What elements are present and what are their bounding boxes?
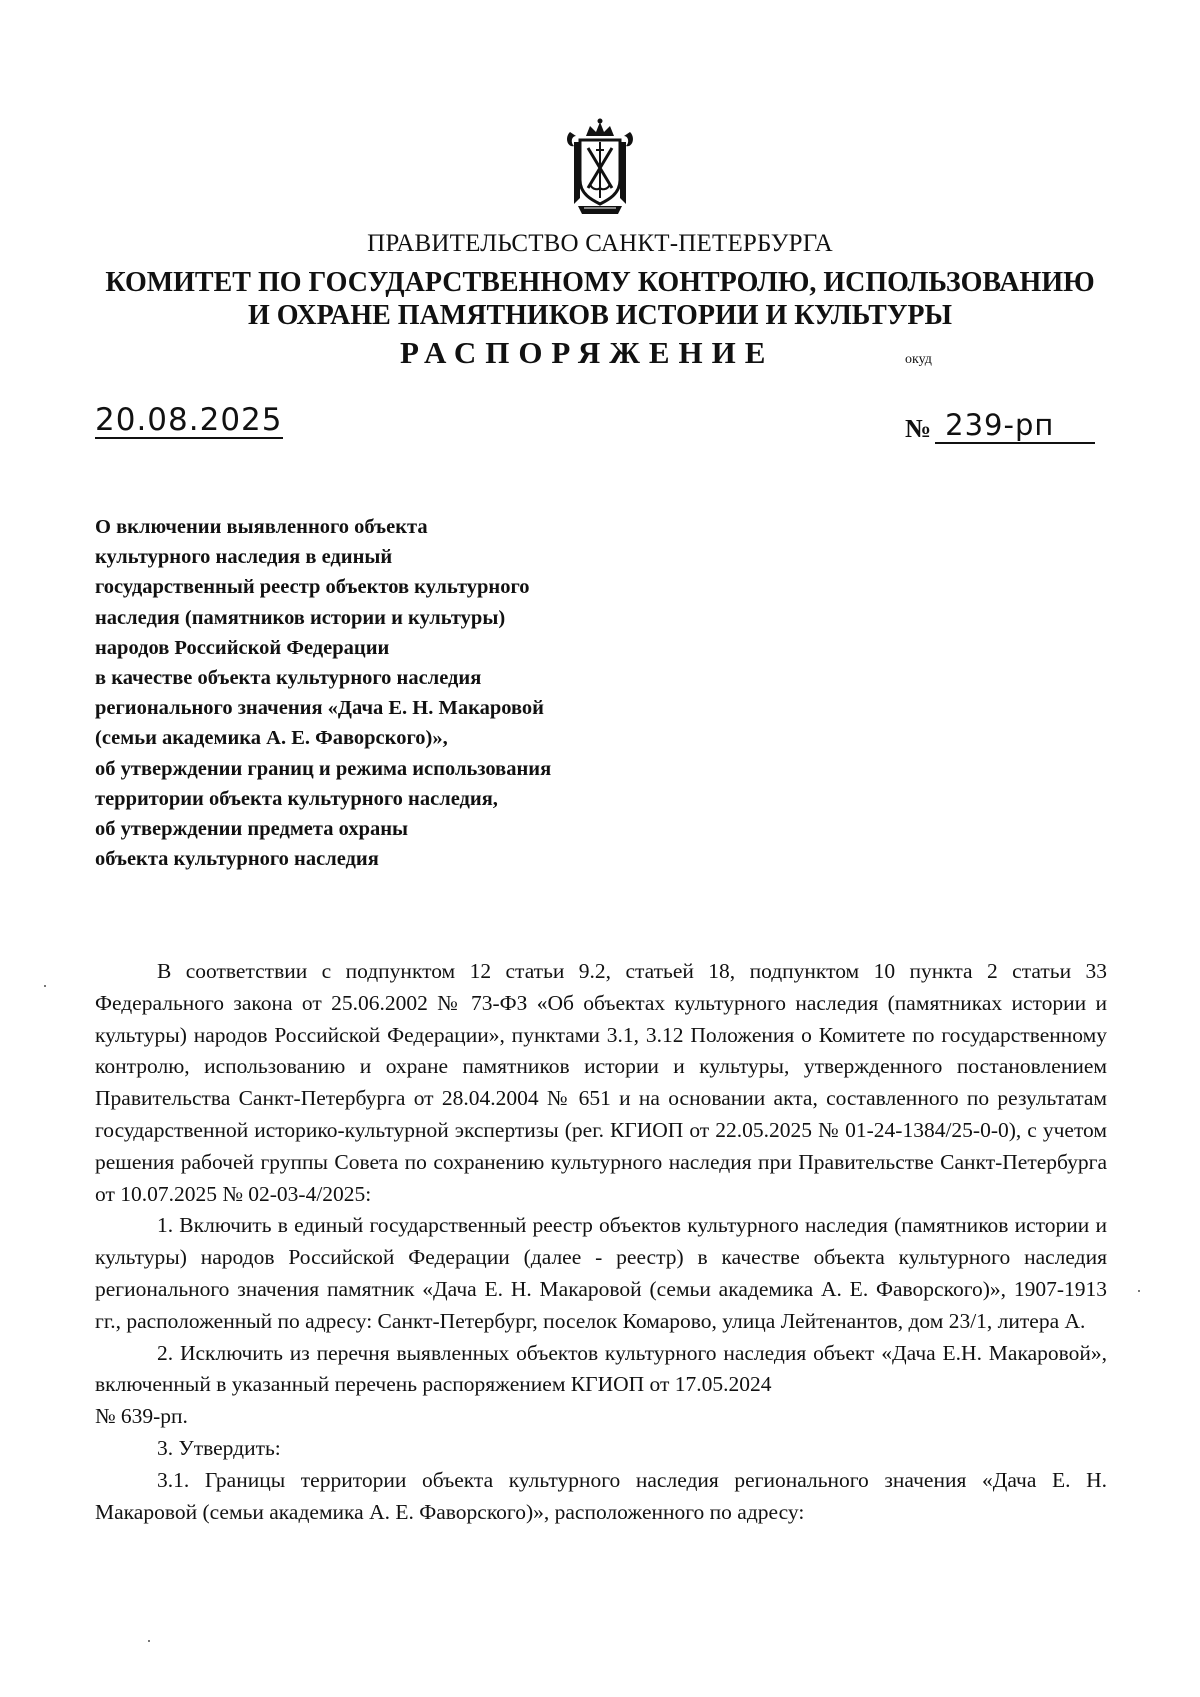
subject-line: регионального значения «Дача Е. Н. Макаровой (95, 697, 544, 720)
subject-line: об утверждении предмета охраны (95, 818, 409, 841)
committee-title-line-2: И ОХРАНЕ ПАМЯТНИКОВ ИСТОРИИ И КУЛЬТУРЫ (248, 300, 952, 331)
item-1-paragraph: 1. Включить в единый государственный реестр объектов культурного наследия (памятников истории и культуры) народов Российской Федерации (далее - реестр) в качестве объекта культурного наследия регионального значения памятник «Дача Е. Н. Макаровой (семьи академика А. Е. Фаворского)», 1907-1913 гг., расположенный по адресу: Санкт-Петербург, поселок Комарово, улица Лейтенантов, дом 23/1, литера А. (95, 1213, 1107, 1333)
scan-speck (1138, 1290, 1140, 1292)
document-body (95, 956, 1107, 1528)
subject-line: территории объекта культурного наследия, (95, 787, 498, 810)
item-3-1-paragraph: 3.1. Границы территории объекта культурного наследия регионального значения «Дача Е. Н. Макаровой (семьи академика А. Е. Фаворского)», расположенного по адресу: (95, 1467, 1107, 1524)
preamble-paragraph: В соответствии с подпунктом 12 статьи 9.2, статьей 18, подпунктом 10 пункта 2 статьи 33 Федерального закона от 25.06.2002 № 73-ФЗ «Об объектах культурного наследия (памятниках истории и культуры) народов Российской Федерации», пунктами 3.1, 3.12 Положения о Комитете по государственному контролю, использованию и охране памятников истории и культуры, утвержденного постановлением Правительства Санкт-Петербурга от 28.04.2004 № 651 и на основании акта, составленного по результатам государственной историко-культурной экспертизы (рег. КГИОП от 22.05.2025 № 01-24-1384/25-0-0), с учетом решения рабочей группы Совета по сохранению культурного наследия при Правительстве Санкт-Петербурга от 10.07.2025 № 02-03-4/2025: (95, 959, 1107, 1206)
committee-title-line-1: КОМИТЕТ ПО ГОСУДАРСТВЕННОМУ КОНТРОЛЮ, ИСПОЛЬЗОВАНИЮ (105, 267, 1095, 298)
subject-line: (семьи академика А. Е. Фаворского)», (95, 727, 448, 750)
subject-line: объекта культурного наследия (95, 848, 379, 871)
subject-line: наследия (памятников истории и культуры) (95, 606, 506, 629)
item-2-tail: № 639-рп. (95, 1404, 188, 1429)
okud-label: окуд (905, 352, 932, 367)
document-subject (95, 512, 551, 874)
item-3-paragraph: 3. Утвердить: (157, 1435, 281, 1460)
number-sign: № (905, 413, 932, 443)
document-number (905, 410, 1095, 444)
coat-of-arms-icon (560, 118, 640, 218)
item-2-paragraph: 2. Исключить из перечня выявленных объектов культурного наследия объект «Дача Е.Н. Макаровой», включенный в указанный перечень распоряжением КГИОП от 17.05.2024 (95, 1340, 1107, 1397)
document-date: 20.08.2025 (95, 402, 283, 438)
subject-line: об утверждении границ и режима использования (95, 757, 552, 780)
subject-line: в качестве объекта культурного наследия (95, 667, 482, 690)
scan-speck (44, 985, 46, 987)
document-type-title: РАСПОРЯЖЕНИЕ (400, 335, 775, 370)
number-value: 239-рп (935, 410, 1095, 444)
government-title: ПРАВИТЕЛЬСТВО САНКТ-ПЕТЕРБУРГА (367, 230, 833, 257)
subject-line: О включении выявленного объекта (95, 516, 428, 538)
subject-line: народов Российской Федерации (95, 636, 390, 659)
subject-line: государственный реестр объектов культурного (95, 576, 530, 599)
subject-line: культурного наследия в единый (95, 546, 393, 569)
scan-speck (148, 1640, 150, 1642)
